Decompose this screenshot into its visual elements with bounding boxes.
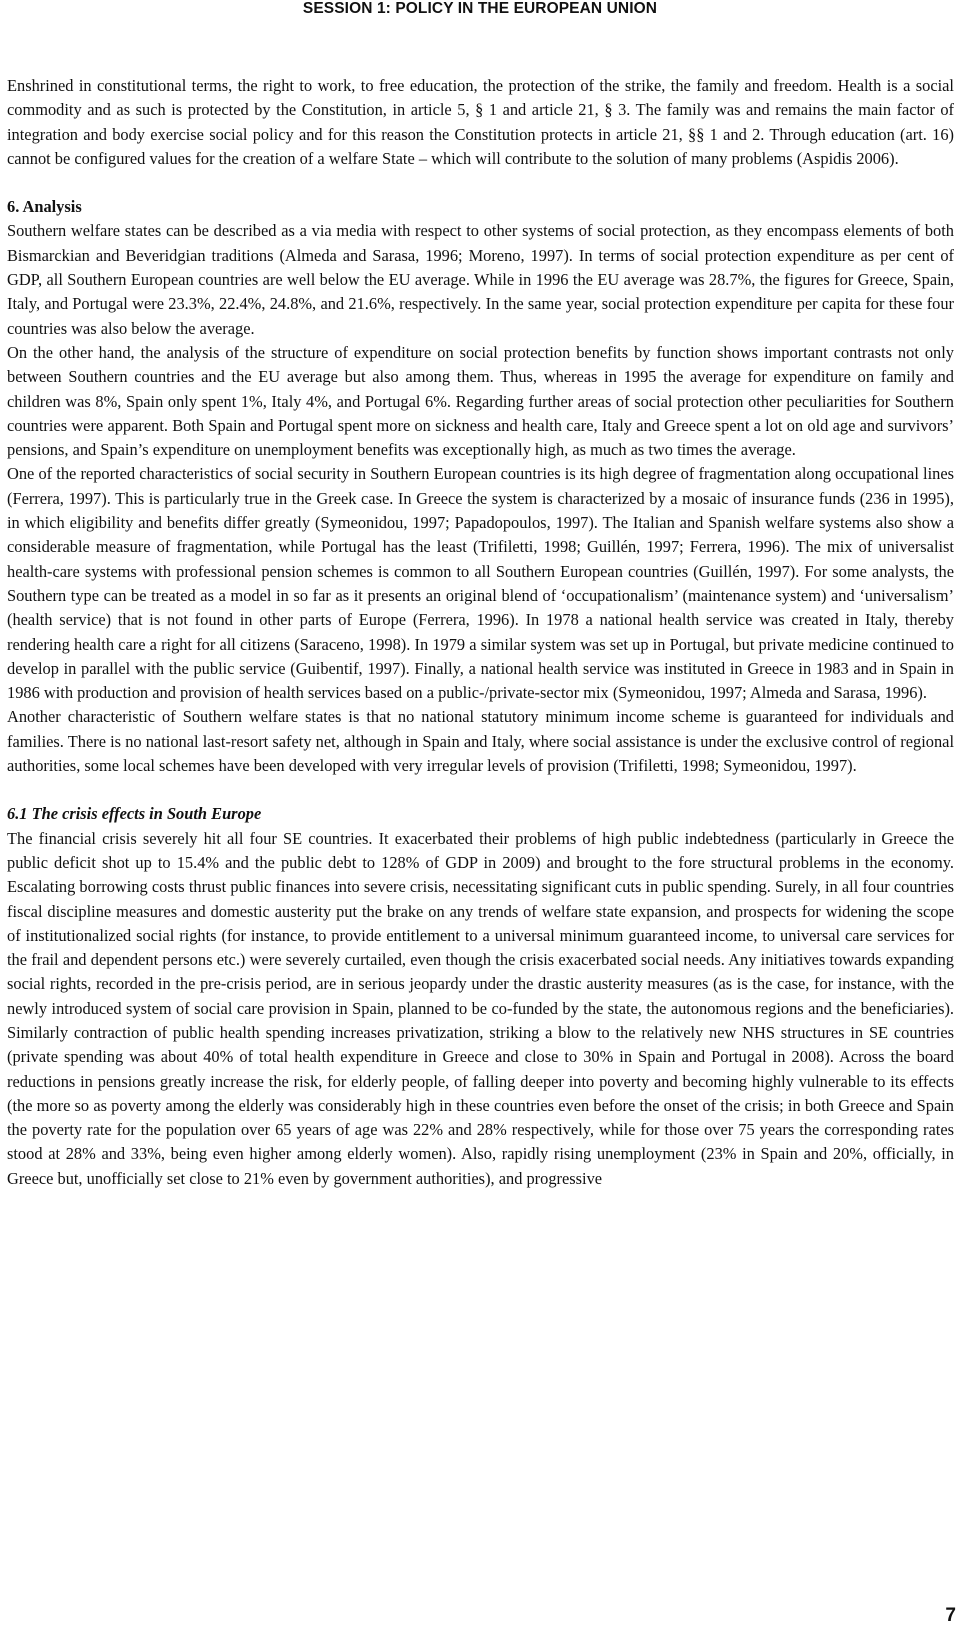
section-heading-analysis: 6. Analysis — [7, 197, 82, 217]
paragraph-via-media: Southern welfare states can be described as a via media with respect to other systems of social protection, as they encompass elements of both Bismarckian and Beveridgian traditions (Almeda and Sarasa, 1996; Moreno, 1997). In terms of social protection expenditure as per cent of GDP, all Southern European countries are well below the EU average. While in 1996 the EU average was 28.7%, the figures for Greece, Spain, Italy, and Portugal were 23.3%, 22.4%, 24.8%, and 21.6%, respectively. In the same year, social protection expenditure per capita for these four countries was also below the average. — [7, 221, 954, 338]
running-header: SESSION 1: POLICY IN THE EUROPEAN UNION — [302, 0, 658, 17]
paragraph-gap — [7, 778, 954, 802]
paragraph-constitution: Enshrined in constitutional terms, the right to work, to free education, the protection of the strike, the family and freedom. Health is a social commodity and as such is protected by the Constitution, in article 5, § 1 and article 21, § 3. The family was and remains the main factor of integration and body exercise social policy and for this reason the Constitution protects in article 21, §§ 1 and 2. Through education (art. 16) cannot be configured values for the creation of a welfare State – which will contribute to the solution of many problems (Aspidis 2006). — [7, 76, 954, 168]
paragraph-fragmentation: One of the reported characteristics of social security in Southern European countries is its high degree of fragmentation along occupational lines (Ferrera, 1997). This is particularly true in the Greek case. In Greece the system is characterized by a mosaic of insurance funds (236 in 1995), in which eligibility and benefits differ greatly (Symeonidou, 1997; Papadopoulos, 1997). The Italian and Spanish welfare systems also show a considerable measure of fragmentation, while Portugal has the least (Trifiletti, 1998; Guillén, 1997; Ferrera, 1996). The mix of universalist health-care systems with professional pension schemes is common to all Southern European countries (Guillén, 1997). For some analysts, the Southern type can be treated as a model in so far as it presents an original blend of ‘occupationalism’ (maintenance system) and ‘universalism’ (health service) that is not found in other parts of Europe (Ferrera, 1996). In 1978 a national health service was created in Italy, thereby rendering health care a right for all citizens (Saraceno, 1998). In 1979 a similar system was set up in Portugal, but private medicine continued to develop in parallel with the public service (Guibentif, 1997). Finally, a national health service was instituted in Greece in 1983 and in Spain in 1986 with production and provision of health services based on a public-/private-sector mix (Symeonidou, 1997; Almeda and Sarasa, 1996). — [7, 464, 954, 703]
subsection-heading-crisis: 6.1 The crisis effects in South Europe — [7, 804, 262, 824]
body-text — [7, 74, 954, 1191]
paragraph-minimum-income: Another characteristic of Southern welfare states is that no national statutory minimum income scheme is guaranteed for individuals and families. There is no national last-resort safety net, although in Spain and Italy, where social assistance is under the exclusive control of regional authorities, some local schemes have been developed with very irregular levels of provision (Trifiletti, 1998; Symeonidou, 1997). — [7, 707, 954, 776]
page-number: 7 — [945, 1605, 956, 1626]
paragraph-gap — [7, 171, 954, 195]
paragraph-expenditure-structure: On the other hand, the analysis of the structure of expenditure on social protection benefits by function shows important contrasts not only between Southern countries and the EU average but also among them. Thus, whereas in 1995 the average for expenditure on family and children was 8%, Spain only spent 1%, Italy 4%, and Portugal 6%. Regarding further areas of social protection other peculiarities for Southern countries were apparent. Both Spain and Portugal spent more on sickness and health care, Italy and Greece spent a lot on old age and survivors’ pensions, and Spain’s expenditure on unemployment benefits was exceptionally high, as much as two times the average. — [7, 342, 954, 460]
paragraph-crisis-effects: The financial crisis severely hit all four SE countries. It exacerbated their problems of high public indebtedness (particularly in Greece the public deficit shot up to 15.4% and the public debt to 128% of GDP in 2009) and brought to the fore structural problems in the economy. Escalating borrowing costs thrust public finances into severe crisis, necessitating significant cuts in public spending. Surely, in all four countries fiscal discipline measures and domestic austerity put the brake on any trends of welfare state expansion, and prospects for widening the scope of institutionalized social rights (for instance, to provide entitlement to a universal minimum guaranteed income, to universal care services for the frail and dependent persons etc.) were severely curtailed, even though the crisis exacerbated social needs. Any initiatives towards expanding social rights, recorded in the pre-crisis period, are in serious jeopardy under the drastic austerity measures (as is the case, for instance, with the newly introduced system of social care provision in Spain, planned to be co-funded by the state, the autonomous regions and the beneficiaries). Similarly contraction of public health spending increases privatization, striking a blow to the relatively new NHS structures in SE countries (private spending was about 40% of total health expenditure in Greece and close to 30% in Spain and Portugal in 2008). Across the board reductions in pensions greatly increase the risk, for elderly people, of falling deeper into poverty and becoming highly vulnerable to its effects (the more so as poverty among the elderly was considerably high in these countries even before the onset of the crisis; in both Greece and Spain the poverty rate for the population over 65 years of age was 22% and 28% respectively, while for those over 75 years the corresponding rates stood at 28% and 33%, being even higher among elderly women). Also, rapidly rising unemployment (23% in Spain and 20%, officially, in Greece but, unofficially set close to 21% even by government authorities), and progressive — [7, 828, 954, 1188]
